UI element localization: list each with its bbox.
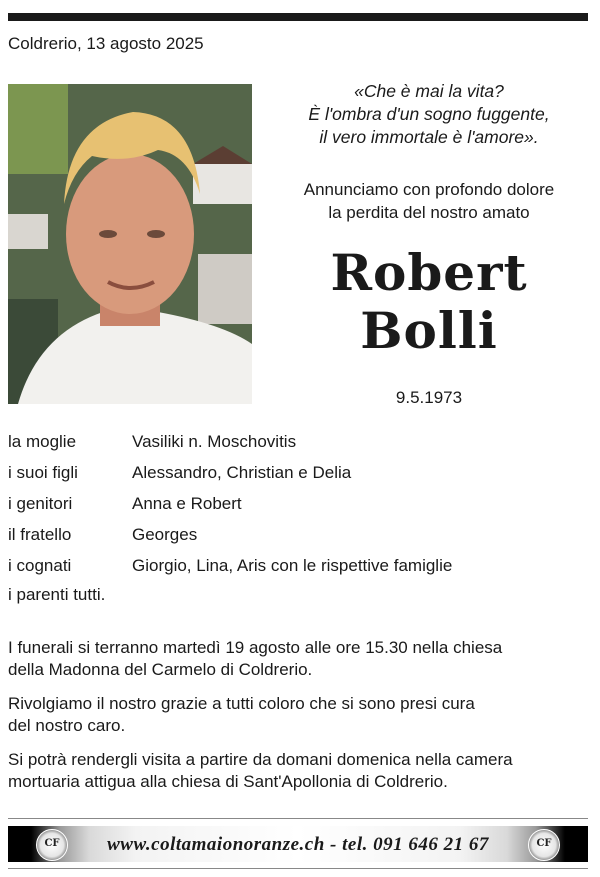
announcement [276, 178, 582, 224]
family-row [8, 461, 588, 492]
funeral-notice [8, 637, 588, 681]
family-names: Giorgio, Lina, Aris con le rispettive famiglie [132, 556, 453, 575]
thanks-notice [8, 693, 588, 737]
portrait-photo [8, 84, 252, 404]
notice-line: Rivolgiamo il nostro grazie a tutti coloro che si sono presi cura [8, 694, 475, 713]
family-list [8, 430, 588, 585]
family-row [8, 430, 588, 461]
notice-line: I funerali si terranno martedì 19 agosto alle ore 15.30 nella chiesa [8, 638, 503, 657]
notice-line: della Madonna del Carmelo di Coldrerio. [8, 660, 313, 679]
visitation-notice [8, 749, 588, 793]
family-row [8, 554, 588, 585]
family-names: Georges [132, 525, 198, 544]
funeral-home-logo-icon: CF [36, 829, 68, 861]
footer-bar [8, 826, 588, 862]
quote-line: «Che è mai la vita? [354, 81, 504, 101]
family-names: Vasiliki n. Moschovitis [132, 432, 297, 451]
deceased-name [276, 244, 582, 360]
top-rule [8, 13, 588, 21]
notice-line: mortuaria attigua alla chiesa di Sant'Apollonia di Coldrerio. [8, 772, 448, 791]
footer-rule [8, 818, 588, 819]
announcement-line: la perdita del nostro amato [328, 203, 530, 222]
quote-line: È l'ombra d'un sogno fuggente, [308, 104, 550, 124]
first-name: Robert [330, 243, 528, 302]
place-date: Coldrerio, 13 agosto 2025 [8, 34, 204, 53]
family-closing: i parenti tutti. [8, 585, 106, 604]
family-names: Anna e Robert [132, 494, 242, 513]
family-row [8, 523, 588, 554]
birth-date: 9.5.1973 [395, 388, 463, 407]
quote [276, 80, 582, 149]
notice-line: del nostro caro. [8, 716, 126, 735]
family-role: i cognati [8, 556, 72, 575]
notice-line: Si potrà rendergli visita a partire da domani domenica nella camera [8, 750, 513, 769]
footer-contact: www.coltamaionoranze.ch - tel. 091 646 21 67 [107, 834, 489, 855]
family-row [8, 492, 588, 523]
footer-rule [8, 868, 588, 869]
quote-line: il vero immortale è l'amore». [319, 127, 539, 147]
family-role: i suoi figli [8, 463, 78, 482]
funeral-home-logo-icon: CF [528, 829, 560, 861]
family-role: la moglie [8, 432, 77, 451]
family-role: i genitori [8, 494, 73, 513]
last-name: Bolli [360, 301, 498, 360]
family-role: il fratello [8, 525, 72, 544]
family-names: Alessandro, Christian e Delia [132, 463, 352, 482]
announcement-line: Annunciamo con profondo dolore [303, 180, 555, 199]
